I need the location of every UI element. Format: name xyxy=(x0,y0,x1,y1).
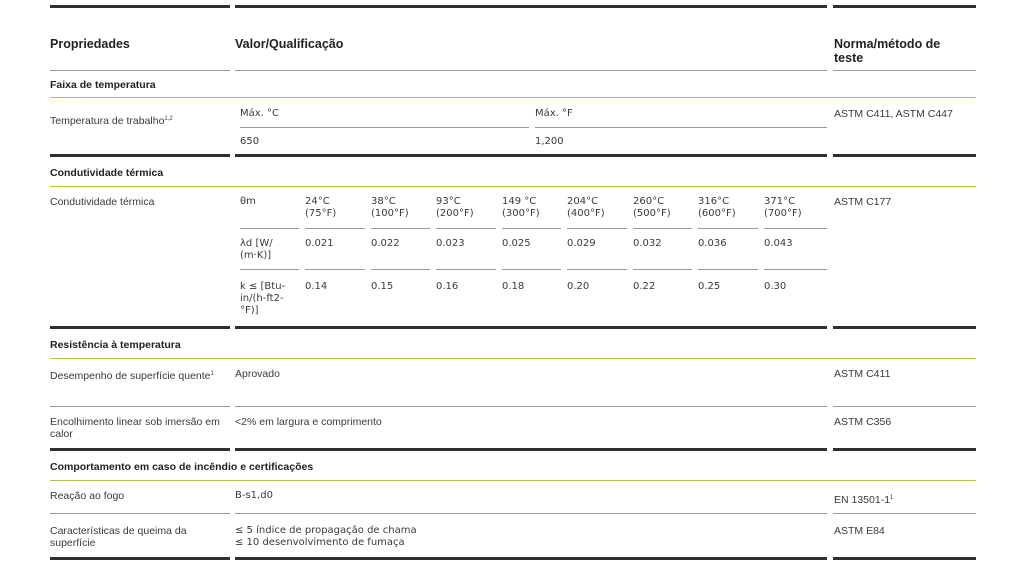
rule xyxy=(235,326,827,329)
rule xyxy=(436,228,496,229)
rule xyxy=(633,228,692,229)
row-label-working-temp: Temperatura de trabalho$^{1,2}$ xyxy=(50,115,173,127)
rule xyxy=(567,228,627,229)
section-rule xyxy=(50,358,976,359)
norm-temp-range: ASTM C411, ASTM C447 xyxy=(834,108,953,120)
lambda-value: 0.023 xyxy=(436,238,465,249)
rule xyxy=(833,70,976,71)
top-rule-props xyxy=(50,5,230,8)
rule xyxy=(50,326,230,329)
k-value: 0.14 xyxy=(305,281,328,292)
k-value: 0.30 xyxy=(764,281,787,292)
rule xyxy=(371,269,430,270)
header-properties: Propriedades xyxy=(50,37,130,51)
k-label: k ≤ [Btu- in/(h-ft2- °F)] xyxy=(240,281,286,316)
k-value: 0.18 xyxy=(502,281,525,292)
section-title-temperature-resistance: Resistência à temperatura xyxy=(50,339,181,351)
rule xyxy=(833,448,976,451)
section-title-temperature-range: Faixa de temperatura xyxy=(50,79,156,91)
temp-col: 24°C (75°F) xyxy=(305,196,337,219)
rule xyxy=(833,513,976,514)
lambda-value: 0.021 xyxy=(305,238,334,249)
rule xyxy=(502,269,561,270)
rule xyxy=(235,154,827,157)
rule xyxy=(50,70,230,71)
rule xyxy=(50,448,230,451)
lambda-value: 0.036 xyxy=(698,238,727,249)
rule xyxy=(240,269,299,270)
value-linear-shrinkage: <2% em largura e comprimento xyxy=(235,416,382,428)
lambda-value: 0.043 xyxy=(764,238,793,249)
norm-linear-shrinkage: ASTM C356 xyxy=(834,416,892,428)
rule xyxy=(633,269,692,270)
lambda-label: λd [W/ (m·K)] xyxy=(240,238,273,261)
rule xyxy=(235,70,827,71)
max-c-value: 650 xyxy=(240,136,260,147)
rule xyxy=(698,228,758,229)
rule xyxy=(833,154,976,157)
rule xyxy=(50,557,230,560)
rule xyxy=(235,448,827,451)
row-label-thermal-conductivity: Condutividade térmica xyxy=(50,196,155,208)
rule xyxy=(371,228,430,229)
rule xyxy=(50,513,230,514)
rule xyxy=(535,127,827,128)
norm-thermal: ASTM C177 xyxy=(834,196,892,208)
max-c-label: Máx. °C xyxy=(240,108,280,119)
temp-col: 260°C (500°F) xyxy=(633,196,671,219)
rule xyxy=(240,127,529,128)
temp-col: 149 °C (300°F) xyxy=(502,196,540,219)
temp-col: 316°C (600°F) xyxy=(698,196,736,219)
value-hot-surface: Aprovado xyxy=(235,368,280,380)
value-fire-reaction: B-s1,d0 xyxy=(235,490,273,501)
section-rule xyxy=(50,97,976,98)
rule xyxy=(305,269,365,270)
norm-surface-burning: ASTM E84 xyxy=(834,525,885,537)
k-value: 0.15 xyxy=(371,281,394,292)
value-surface-burning: ≤ 5 índice de propagação de chama ≤ 10 desenvolvimento de fumaça xyxy=(235,525,417,548)
rule xyxy=(436,269,496,270)
section-rule xyxy=(50,480,976,481)
rule xyxy=(50,406,230,407)
lambda-value: 0.025 xyxy=(502,238,531,249)
rule xyxy=(305,228,365,229)
rule xyxy=(50,154,230,157)
rule xyxy=(502,228,561,229)
rule xyxy=(235,406,827,407)
top-rule-value xyxy=(235,5,827,8)
lambda-value: 0.022 xyxy=(371,238,400,249)
temp-col: 93°C (200°F) xyxy=(436,196,474,219)
rule xyxy=(240,228,299,229)
rule xyxy=(833,406,976,407)
norm-fire-reaction: EN $13501-1^1$ xyxy=(834,494,894,506)
rule xyxy=(764,269,827,270)
section-title-thermal-conductivity: Condutividade térmica xyxy=(50,167,164,179)
row-label-linear-shrinkage: Encolhimento linear sob imersão em calor xyxy=(50,416,220,440)
k-value: 0.25 xyxy=(698,281,721,292)
row-label-fire-reaction: Reação ao fogo xyxy=(50,490,125,502)
rule xyxy=(764,228,827,229)
section-rule xyxy=(50,186,976,187)
k-value: 0.20 xyxy=(567,281,590,292)
theta-m-label: θm xyxy=(240,196,256,207)
header-value: Valor/Qualificação xyxy=(235,37,344,51)
rule xyxy=(567,269,627,270)
temp-col: 371°C (700°F) xyxy=(764,196,802,219)
k-value: 0.16 xyxy=(436,281,459,292)
lambda-value: 0.032 xyxy=(633,238,662,249)
rule xyxy=(698,269,758,270)
rule xyxy=(833,557,976,560)
header-norm: Norma/método de teste xyxy=(834,37,941,65)
max-f-label: Máx. °F xyxy=(535,108,573,119)
rule xyxy=(235,557,827,560)
max-f-value: 1,200 xyxy=(535,136,564,147)
row-label-hot-surface: Desempenho de superfície quente$^1$ xyxy=(50,370,214,382)
row-label-surface-burning: Características de queima da superfície xyxy=(50,525,187,549)
top-rule-norm xyxy=(833,5,976,8)
temp-col: 38°C (100°F) xyxy=(371,196,409,219)
norm-hot-surface: ASTM C411 xyxy=(834,368,891,380)
rule xyxy=(833,326,976,329)
section-title-fire-behavior: Comportamento em caso de incêndio e certificações xyxy=(50,461,314,473)
k-value: 0.22 xyxy=(633,281,656,292)
temp-col: 204°C (400°F) xyxy=(567,196,605,219)
lambda-value: 0.029 xyxy=(567,238,596,249)
rule xyxy=(235,513,827,514)
